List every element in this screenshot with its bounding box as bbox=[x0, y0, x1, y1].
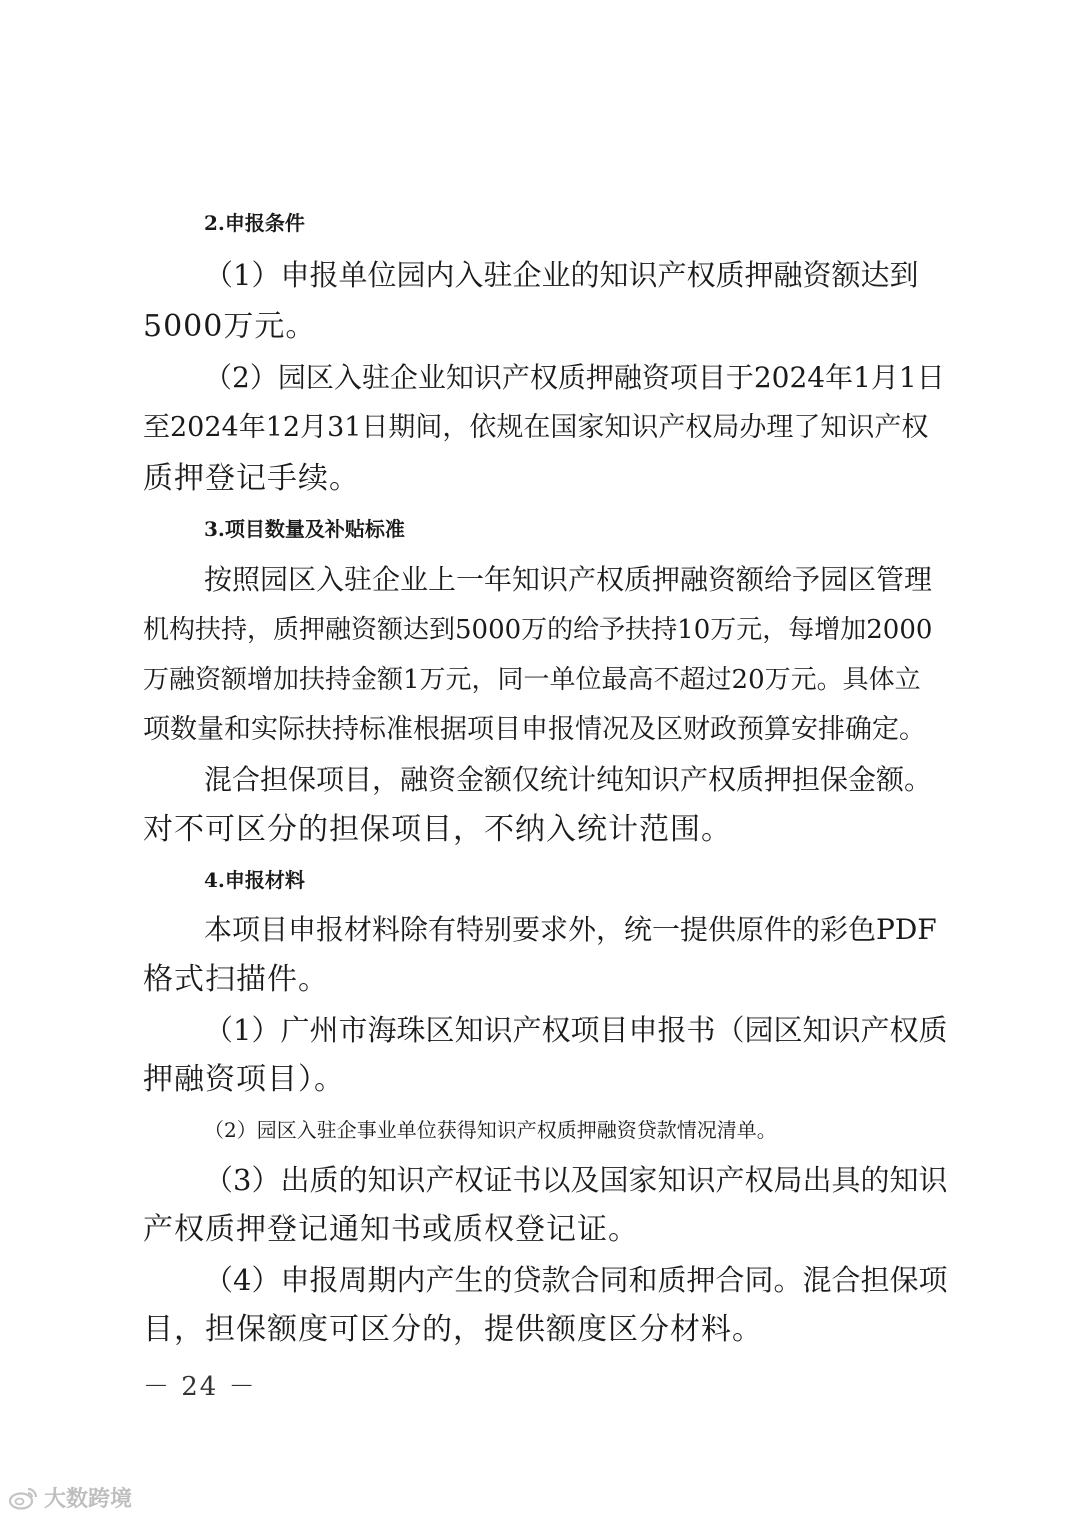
paragraph-line: 押融资项目）。 bbox=[143, 1062, 345, 1097]
paragraph-line: 目，担保额度可区分的，提供额度区分材料。 bbox=[143, 1312, 763, 1347]
paragraph-line: 混合担保项目，融资金额仅统计纯知识产权质押担保金额。 bbox=[204, 763, 933, 796]
paragraph-line: 产权质押登记通知书或质权登记证。 bbox=[143, 1212, 639, 1247]
paragraph-line: 至2024年12月31日期间，依规在国家知识产权局办理了知识产权 bbox=[143, 412, 929, 443]
paragraph-line: 万融资额增加扶持金额1万元，同一单位最高不超过20万元。具体立 bbox=[143, 665, 921, 695]
paragraph-line: （3）出质的知识产权证书以及国家知识产权局出具的知识 bbox=[204, 1163, 948, 1197]
paragraph-line: （2）园区入驻企业知识产权质押融资项目于2024年1月1日 bbox=[204, 361, 945, 394]
paragraph-line: 对不可区分的担保项目，不纳入统计范围。 bbox=[143, 812, 732, 847]
paragraph-line: （1）申报单位园内入驻企业的知识产权质押融资额达到 bbox=[204, 258, 919, 292]
paragraph-line: 质押登记手续。 bbox=[143, 461, 360, 496]
section-heading-4: 4.申报材料 bbox=[204, 868, 305, 892]
watermark-text: 大数跨境 bbox=[44, 1487, 133, 1512]
weibo-logo-icon bbox=[8, 1486, 38, 1510]
section-heading-2: 2.申报条件 bbox=[204, 211, 305, 235]
paragraph-line: 本项目申报材料除有特别要求外，统一提供原件的彩色PDF bbox=[204, 913, 937, 946]
paragraph-line: 5000万元。 bbox=[143, 309, 317, 344]
page-number: － 24 － bbox=[143, 1372, 257, 1402]
paragraph-line: 按照园区入驻企业上一年知识产权质押融资额给予园区管理 bbox=[204, 563, 933, 596]
watermark bbox=[8, 1482, 132, 1513]
paragraph-line: （4）申报周期内产生的贷款合同和质押合同。混合担保项 bbox=[204, 1263, 948, 1297]
paragraph-line: 格式扫描件。 bbox=[143, 962, 329, 997]
paragraph-line: （2）园区入驻企事业单位获得知识产权质押融资贷款情况清单。 bbox=[204, 1118, 777, 1142]
paragraph-line: （1）广州市海珠区知识产权项目申报书（园区知识产权质 bbox=[204, 1013, 948, 1047]
paragraph-line: 机构扶持，质押融资额达到5000万的给予扶持10万元，每增加2000 bbox=[143, 615, 933, 645]
paragraph-line: 项数量和实际扶持标准根据项目申报情况及区财政预算安排确定。 bbox=[143, 714, 926, 745]
section-heading-3: 3.项目数量及补贴标准 bbox=[204, 517, 405, 541]
